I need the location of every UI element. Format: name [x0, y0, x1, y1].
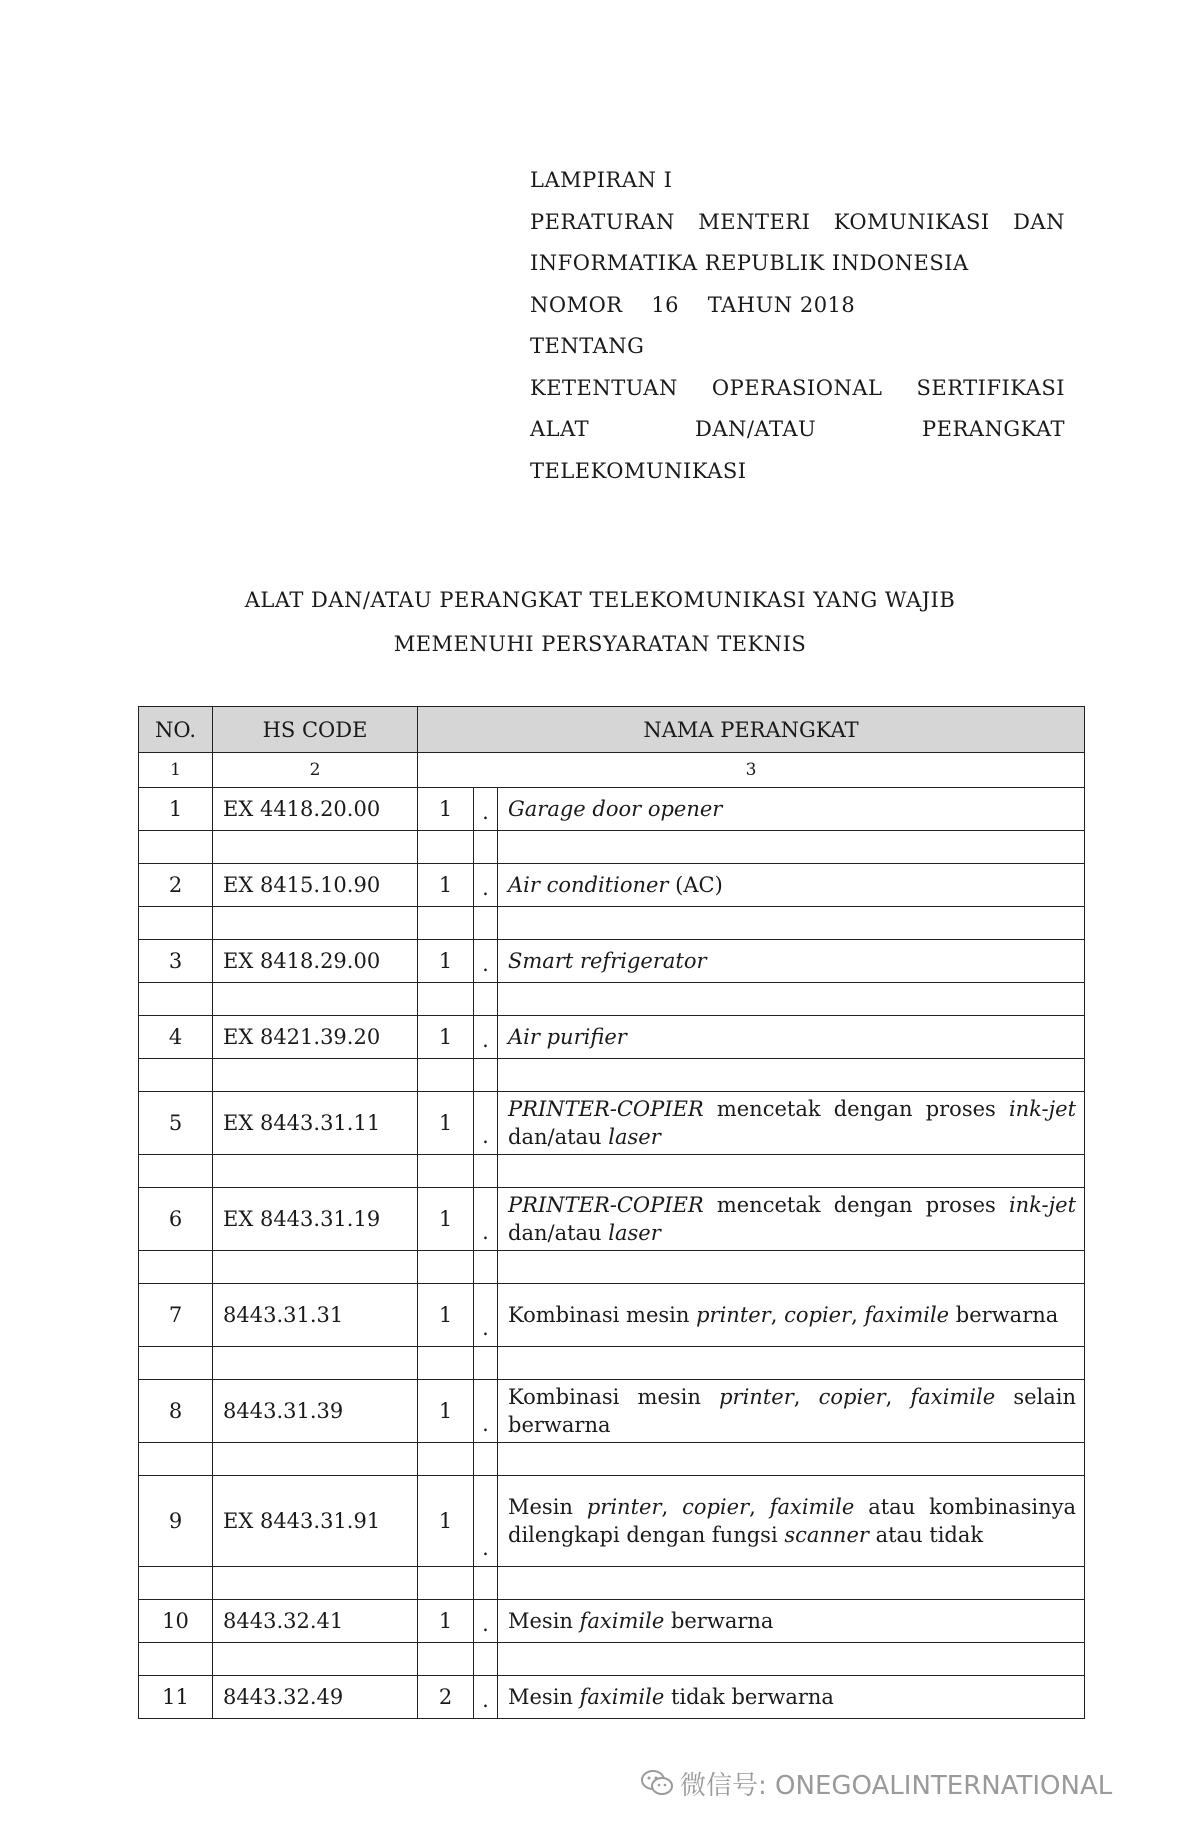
- empty-cell: [213, 1567, 418, 1600]
- table-row: [139, 788, 1085, 831]
- hs-code: EX 8443.31.91: [213, 1476, 418, 1567]
- empty-cell: [474, 1443, 498, 1476]
- empty-cell: [498, 1347, 1085, 1380]
- empty-cell: [498, 831, 1085, 864]
- hs-code: 8443.31.31: [213, 1284, 418, 1347]
- spacer-row: [139, 1155, 1085, 1188]
- sub-number: 1: [418, 864, 474, 907]
- sub-dot: .: [474, 864, 498, 907]
- empty-cell: [418, 831, 474, 864]
- spacer-row: [139, 1251, 1085, 1284]
- empty-cell: [474, 983, 498, 1016]
- sub-dot: .: [474, 1600, 498, 1643]
- sub-number: 1: [418, 1476, 474, 1567]
- empty-cell: [213, 831, 418, 864]
- sub-number: 1: [418, 1600, 474, 1643]
- watermark: [640, 1765, 1112, 1804]
- sub-dot: .: [474, 1016, 498, 1059]
- empty-cell: [213, 907, 418, 940]
- empty-cell: [474, 1347, 498, 1380]
- row-number: 6: [139, 1188, 213, 1251]
- device-name: Mesin faximile tidak berwarna: [498, 1676, 1085, 1719]
- empty-cell: [418, 907, 474, 940]
- empty-cell: [418, 1059, 474, 1092]
- table-row: [139, 1092, 1085, 1155]
- empty-cell: [139, 983, 213, 1016]
- header-line: TENTANG: [530, 334, 645, 358]
- empty-cell: [139, 831, 213, 864]
- header-line: [530, 409, 1065, 451]
- device-name: Mesin faximile berwarna: [498, 1600, 1085, 1643]
- empty-cell: [498, 1155, 1085, 1188]
- empty-cell: [474, 1567, 498, 1600]
- empty-cell: [213, 1443, 418, 1476]
- empty-cell: [213, 1059, 418, 1092]
- empty-cell: [418, 1251, 474, 1284]
- empty-cell: [418, 1443, 474, 1476]
- column-number: 3: [418, 753, 1085, 788]
- hs-code: EX 8418.29.00: [213, 940, 418, 983]
- header-word: PERATURAN: [530, 209, 675, 234]
- empty-cell: [139, 1347, 213, 1380]
- device-name: PRINTER-COPIER mencetak dengan proses ink-jet dan/atau laser: [498, 1188, 1085, 1251]
- header-no: NO.: [139, 707, 213, 753]
- sub-number: 2: [418, 1676, 474, 1719]
- sub-number: 1: [418, 788, 474, 831]
- sub-dot: .: [474, 1284, 498, 1347]
- column-number-row: [139, 753, 1085, 788]
- sub-number: 1: [418, 1092, 474, 1155]
- row-number: 3: [139, 940, 213, 983]
- table-row: [139, 1380, 1085, 1443]
- empty-cell: [498, 1443, 1085, 1476]
- empty-cell: [213, 1251, 418, 1284]
- attachment-header: [530, 160, 1065, 492]
- column-number: 2: [213, 753, 418, 788]
- empty-cell: [139, 1059, 213, 1092]
- sub-dot: .: [474, 1380, 498, 1443]
- table-body: [139, 788, 1085, 1719]
- hs-code: EX 8421.39.20: [213, 1016, 418, 1059]
- empty-cell: [474, 1155, 498, 1188]
- row-number: 7: [139, 1284, 213, 1347]
- header-device-name: NAMA PERANGKAT: [418, 707, 1085, 753]
- empty-cell: [213, 1643, 418, 1676]
- title-line-1: ALAT DAN/ATAU PERANGKAT TELEKOMUNIKASI YANG WAJIB: [244, 588, 956, 612]
- hs-code: EX 8415.10.90: [213, 864, 418, 907]
- empty-cell: [474, 831, 498, 864]
- device-name: Air conditioner (AC): [498, 864, 1085, 907]
- device-name: Smart refrigerator: [498, 940, 1085, 983]
- table-row: [139, 1476, 1085, 1567]
- header-word: DAN: [1013, 209, 1065, 234]
- hs-code: 8443.31.39: [213, 1380, 418, 1443]
- header-line: NOMOR 16 TAHUN 2018: [530, 292, 856, 317]
- spacer-row: [139, 1347, 1085, 1380]
- row-number: 8: [139, 1380, 213, 1443]
- empty-cell: [498, 1059, 1085, 1092]
- hs-code: EX 8443.31.11: [213, 1092, 418, 1155]
- header-hs-code: HS CODE: [213, 707, 418, 753]
- table-header-row: [139, 707, 1085, 753]
- empty-cell: [498, 983, 1085, 1016]
- empty-cell: [498, 1567, 1085, 1600]
- table-row: [139, 1676, 1085, 1719]
- header-word: MENTERI: [698, 209, 811, 234]
- sub-dot: .: [474, 1092, 498, 1155]
- empty-cell: [213, 1155, 418, 1188]
- row-number: 11: [139, 1676, 213, 1719]
- empty-cell: [139, 1155, 213, 1188]
- empty-cell: [418, 1643, 474, 1676]
- device-name: Mesin printer, copier, faximile atau kombinasinya dilengkapi dengan fungsi scanner atau tidak: [498, 1476, 1085, 1567]
- empty-cell: [498, 907, 1085, 940]
- row-number: 5: [139, 1092, 213, 1155]
- empty-cell: [418, 1155, 474, 1188]
- empty-cell: [498, 1251, 1085, 1284]
- sub-dot: .: [474, 1676, 498, 1719]
- table-row: [139, 1016, 1085, 1059]
- hs-code: 8443.32.41: [213, 1600, 418, 1643]
- sub-number: 1: [418, 1380, 474, 1443]
- row-number: 2: [139, 864, 213, 907]
- header-word: SERTIFIKASI: [916, 375, 1065, 400]
- empty-cell: [213, 983, 418, 1016]
- table-row: [139, 864, 1085, 907]
- header-word: OPERASIONAL: [711, 375, 883, 400]
- empty-cell: [139, 1643, 213, 1676]
- header-line: [530, 202, 1065, 244]
- spacer-row: [139, 907, 1085, 940]
- sub-number: 1: [418, 1188, 474, 1251]
- spacer-row: [139, 831, 1085, 864]
- device-table: [138, 706, 1085, 1719]
- hs-code: EX 8443.31.19: [213, 1188, 418, 1251]
- header-line: TELEKOMUNIKASI: [530, 458, 747, 483]
- sub-dot: .: [474, 1188, 498, 1251]
- empty-cell: [418, 1347, 474, 1380]
- sub-dot: .: [474, 940, 498, 983]
- device-name: Air purifier: [498, 1016, 1085, 1059]
- header-word: KETENTUAN: [530, 375, 678, 400]
- row-number: 1: [139, 788, 213, 831]
- empty-cell: [474, 1643, 498, 1676]
- empty-cell: [139, 1251, 213, 1284]
- header-line: [530, 368, 1065, 410]
- header-word: KOMUNIKASI: [833, 209, 990, 234]
- table-row: [139, 940, 1085, 983]
- table-row: [139, 1188, 1085, 1251]
- spacer-row: [139, 1443, 1085, 1476]
- row-number: 9: [139, 1476, 213, 1567]
- title-line-2: MEMENUHI PERSYARATAN TEKNIS: [393, 632, 807, 656]
- empty-cell: [139, 1567, 213, 1600]
- sub-number: 1: [418, 1016, 474, 1059]
- empty-cell: [418, 983, 474, 1016]
- hs-code: EX 4418.20.00: [213, 788, 418, 831]
- empty-cell: [474, 1059, 498, 1092]
- empty-cell: [139, 907, 213, 940]
- empty-cell: [498, 1643, 1085, 1676]
- sub-number: 1: [418, 1284, 474, 1347]
- watermark-text: 微信号: ONEGOALINTERNATIONAL: [680, 1771, 1113, 1801]
- empty-cell: [474, 907, 498, 940]
- empty-cell: [139, 1443, 213, 1476]
- device-name: Kombinasi mesin printer, copier, faximile selain berwarna: [498, 1380, 1085, 1443]
- sub-dot: .: [474, 788, 498, 831]
- spacer-row: [139, 983, 1085, 1016]
- header-word: DAN/ATAU: [694, 417, 817, 441]
- spacer-row: [139, 1059, 1085, 1092]
- hs-code: 8443.32.49: [213, 1676, 418, 1719]
- row-number: 4: [139, 1016, 213, 1059]
- empty-cell: [418, 1567, 474, 1600]
- device-name: Kombinasi mesin printer, copier, faximile berwarna: [498, 1284, 1085, 1347]
- table-row: [139, 1600, 1085, 1643]
- sub-number: 1: [418, 940, 474, 983]
- table-row: [139, 1284, 1085, 1347]
- header-word: PERANGKAT: [922, 417, 1065, 441]
- empty-cell: [213, 1347, 418, 1380]
- document-title: [130, 578, 1070, 666]
- sub-dot: .: [474, 1476, 498, 1567]
- spacer-row: [139, 1567, 1085, 1600]
- header-line: INFORMATIKA REPUBLIK INDONESIA: [530, 251, 969, 275]
- device-name: Garage door opener: [498, 788, 1085, 831]
- row-number: 10: [139, 1600, 213, 1643]
- header-line: LAMPIRAN I: [530, 168, 673, 192]
- spacer-row: [139, 1643, 1085, 1676]
- column-number: 1: [139, 753, 213, 788]
- header-word: ALAT: [530, 417, 590, 441]
- device-name: PRINTER-COPIER mencetak dengan proses ink-jet dan/atau laser: [498, 1092, 1085, 1155]
- empty-cell: [474, 1251, 498, 1284]
- wechat-icon: [640, 1769, 674, 1804]
